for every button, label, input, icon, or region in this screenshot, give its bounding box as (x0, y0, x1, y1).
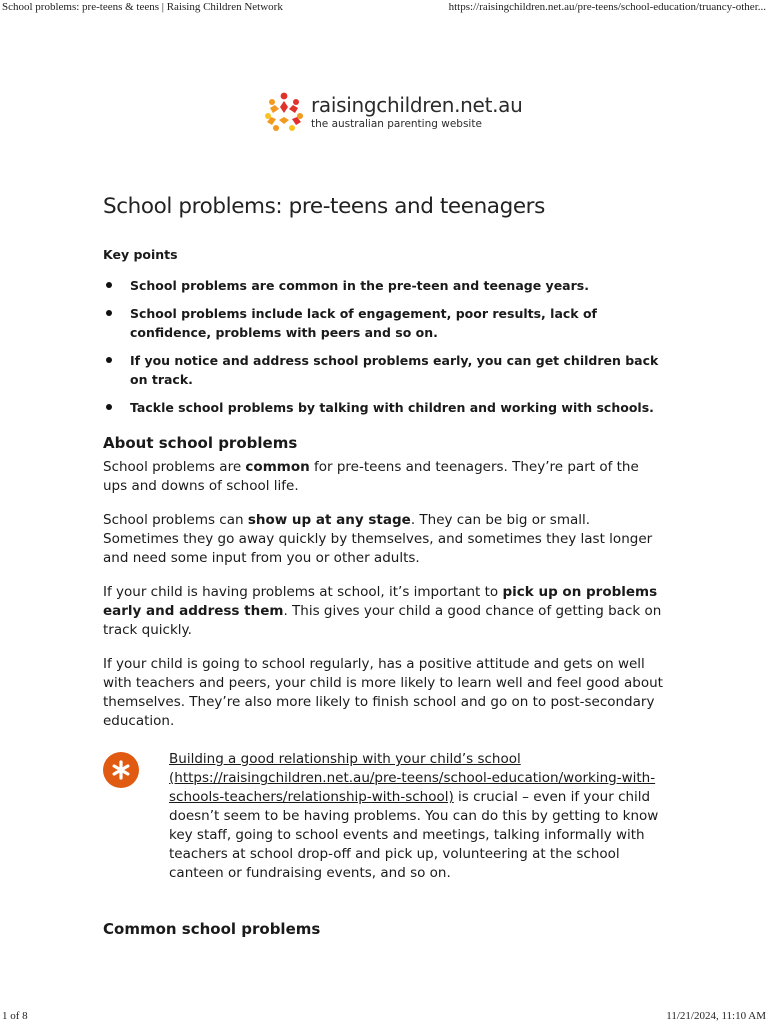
print-header (0, 1, 768, 13)
asterisk-icon (103, 752, 139, 788)
logo-figures-icon (262, 90, 306, 134)
key-point-item: Tackle school problems by talking with children and working with schools. (103, 398, 663, 418)
section-heading-common: Common school problems (103, 920, 321, 938)
key-points-list (103, 276, 663, 425)
key-point-item: If you notice and address school problems early, you can get children back on track. (103, 351, 663, 390)
site-logo[interactable] (262, 90, 523, 134)
logo-tagline: the australian parenting website (311, 117, 482, 130)
section-heading-about: About school problems (103, 434, 298, 452)
page-title: School problems: pre-teens and teenagers (103, 194, 545, 219)
key-point-item: School problems are common in the pre-teen and teenage years. (103, 276, 663, 296)
page-number: 1 of 8 (2, 1010, 28, 1022)
paragraph: School problems are common for pre-teens and teenagers. They’re part of the ups and downs of school life. (103, 459, 639, 494)
school-relationship-link[interactable]: Building a good relationship with your child’s school (https://raisingchildren.net.au/pre-teens/school-education/working-with-schools-teachers/relationship-with-school) (169, 751, 656, 805)
key-point-item: School problems include lack of engagement, poor results, lack of confidence, problems with peers and so on. (103, 304, 663, 343)
print-footer (0, 1010, 768, 1022)
print-header-url: https://raisingchildren.net.au/pre-teens/school-education/truancy-other... (448, 1, 766, 13)
paragraph: School problems can show up at any stage. They can be big or small. Sometimes they go away quickly by themselves, and sometimes they last longer and need some input from you or other adults. (103, 512, 653, 566)
print-datetime: 11/21/2024, 11:10 AM (666, 1010, 766, 1022)
paragraph: If your child is having problems at school, it’s important to pick up on problems early and address them. This gives your child a good chance of getting back on track quickly. (103, 584, 662, 638)
callout-text: Building a good relationship with your child’s school (https://raisingchildren.net.au/pre-teens/school-education/working-with-schools-teachers/relationship-with-school) is crucial – even if your child doesn’t seem to be having problems. You can do this by getting to know key staff, going to school events and meetings, talking informally with teachers at school drop-off and pick up, volunteering at the school canteen or fundraising events, and so on. (169, 751, 659, 881)
key-points-title: Key points (103, 247, 178, 262)
paragraph: If your child is going to school regularly, has a positive attitude and gets on well with teachers and peers, your child is more likely to learn well and feel good about themselves. They’re also more likely to finish school and go on to post-secondary education. (103, 656, 663, 729)
print-header-title: School problems: pre-teens & teens | Raising Children Network (2, 1, 283, 13)
logo-name: raisingchildren.net.au (311, 92, 523, 117)
